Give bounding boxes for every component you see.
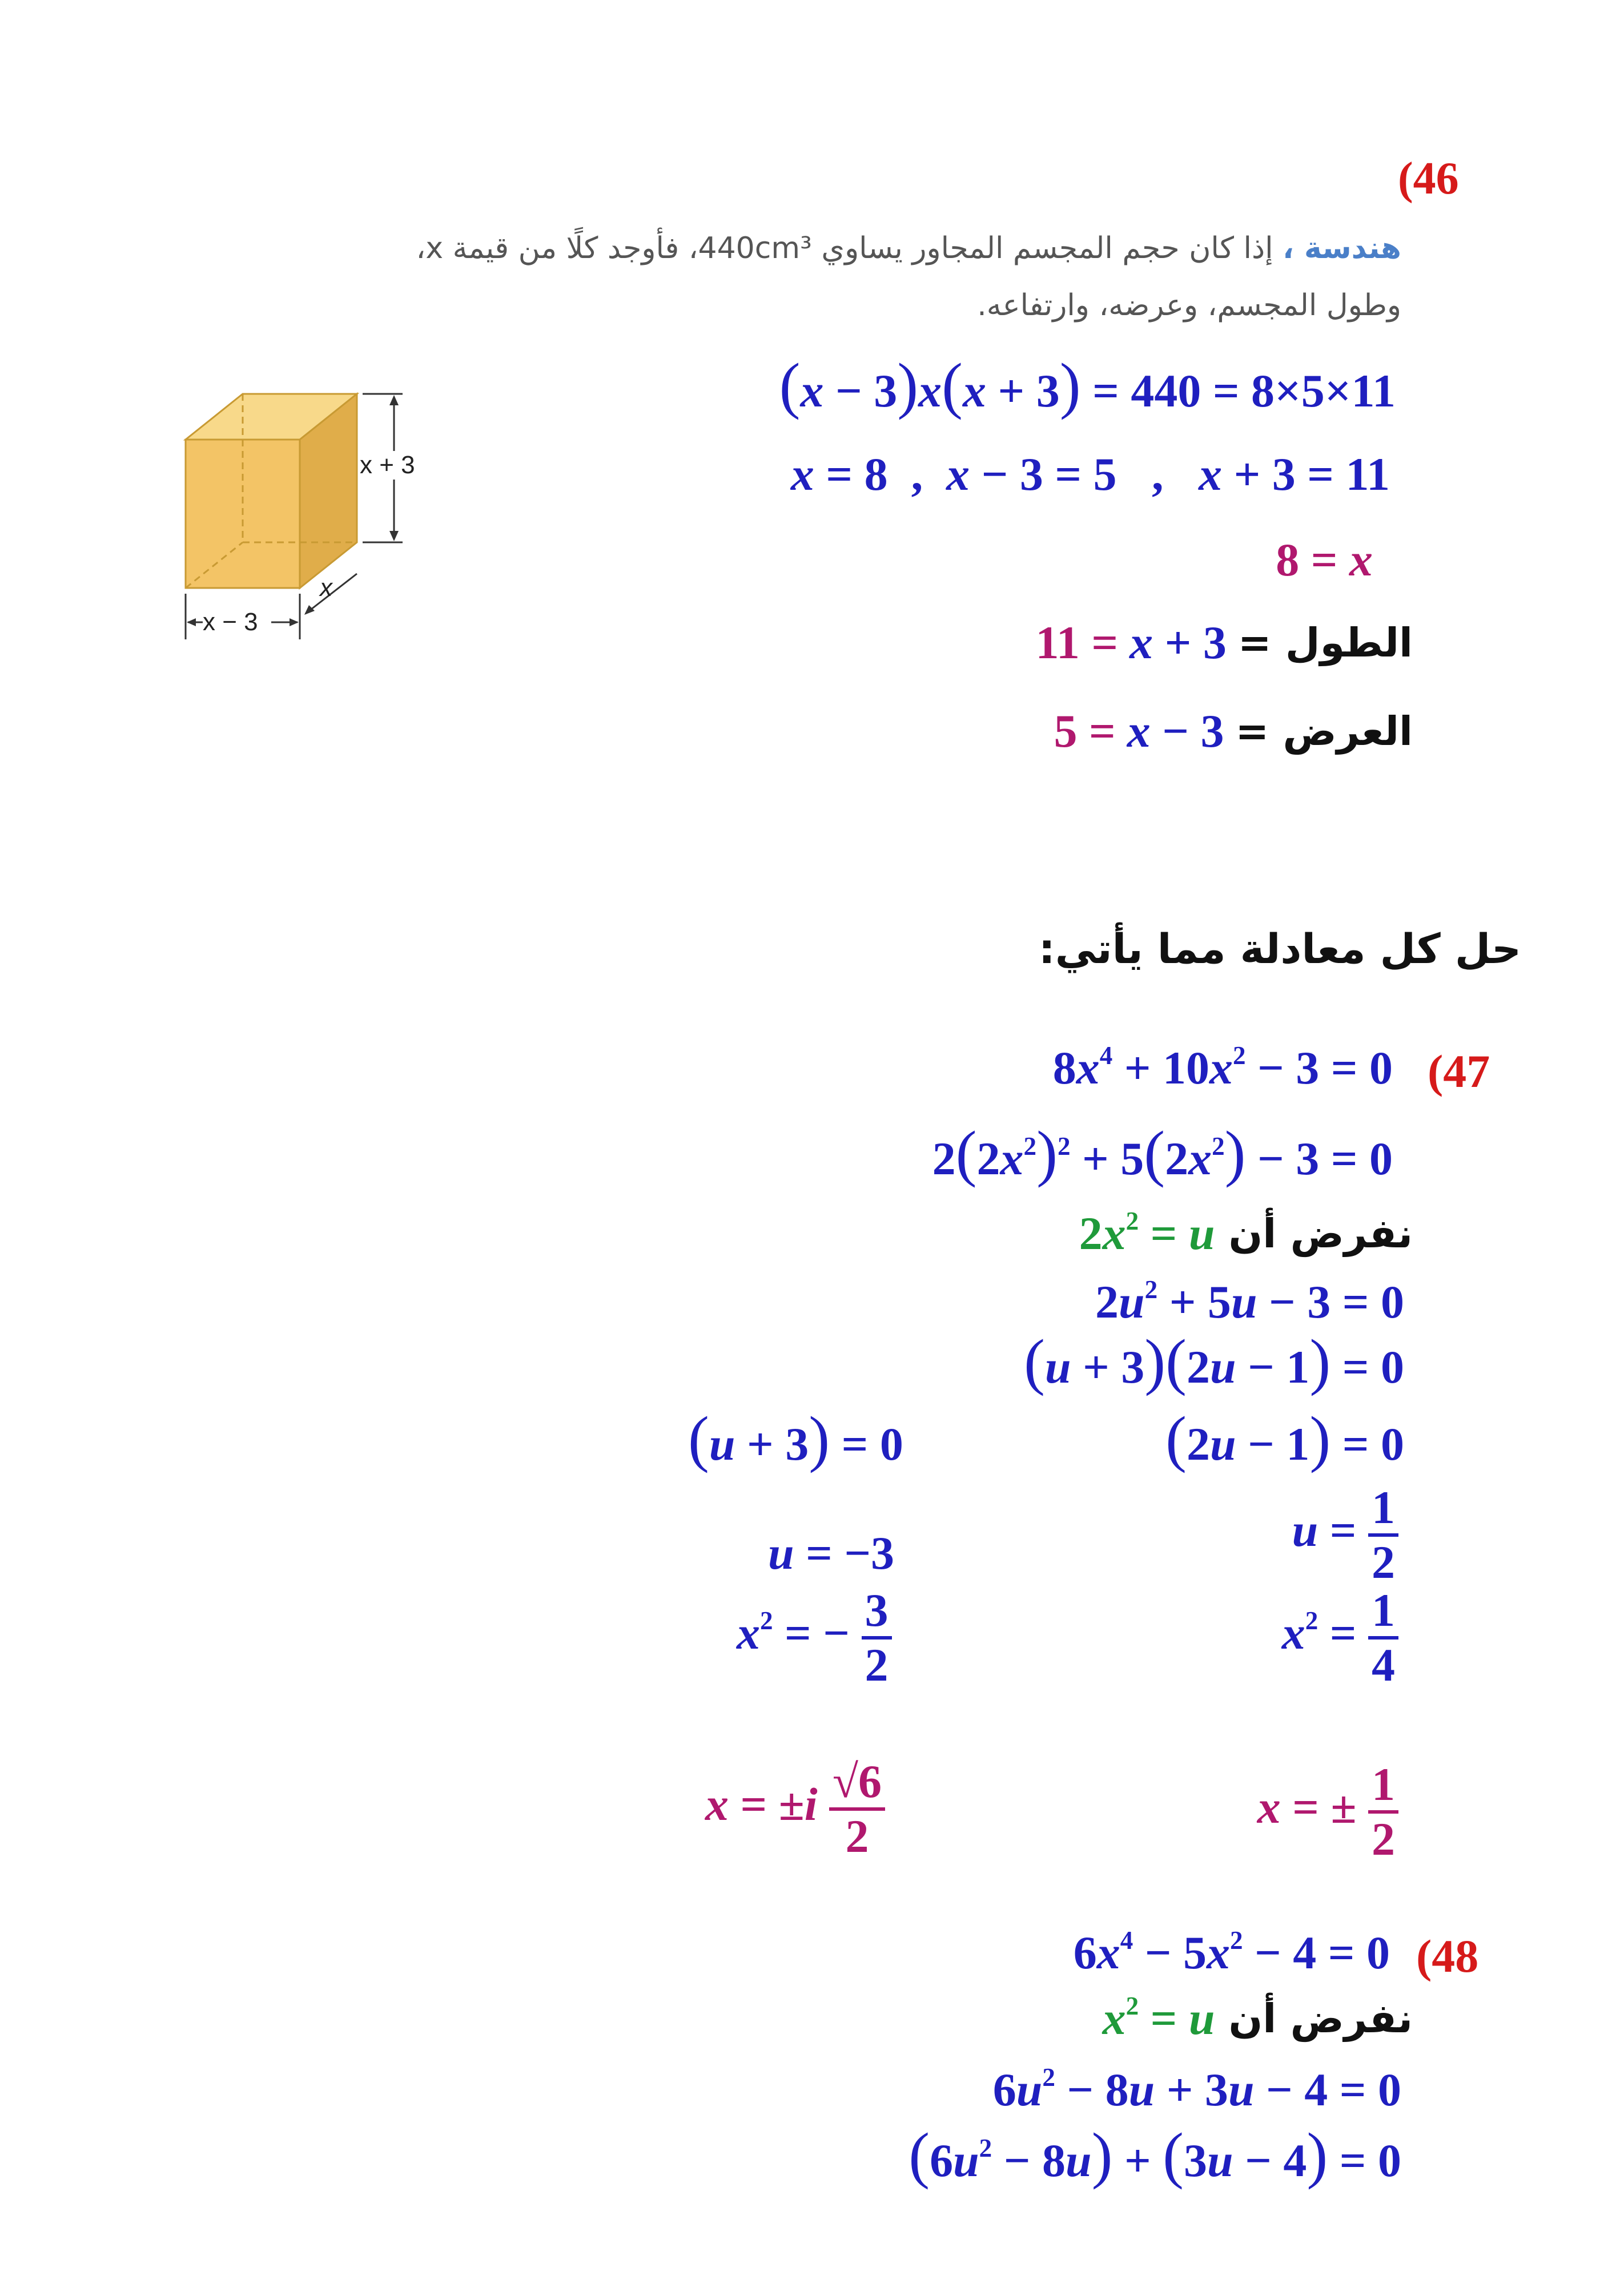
p48-grouping: $(6u^2 - 8u) + (3u - 4) = 0$ — [909, 2120, 1401, 2190]
p47-left-x: x = ±i $\frac{√6}{2}$ — [705, 1758, 885, 1860]
question-line-1: إذا كان حجم المجسم المجاور يساوي 440cm³، فأوجد كلًا من قيمة x، — [416, 231, 1273, 265]
p46-length-label: الطول = — [1237, 619, 1413, 666]
height-label: x + 3 — [360, 451, 415, 479]
p47-right-x: x = ± $\frac{1}{2}$ — [1257, 1761, 1398, 1863]
p47-left-factor: (u + 3) = 0 — [688, 1403, 903, 1473]
p47-factored: (u + 3)(2u − 1) = 0 — [1024, 1326, 1404, 1396]
p46-volume-equation: (x − 3)x(x + 3) = 440 = 8×5×11 — [779, 350, 1396, 420]
p46-length-row — [1035, 619, 1413, 666]
question-line-2: وطول المجسم، وعرضه، وارتفاعه. — [977, 288, 1401, 323]
problem-47-number: (47 — [1428, 1045, 1490, 1097]
depth-label: x — [320, 574, 332, 602]
p48-equation: $6x^4 - 5x^2 - 4 = 0$ — [1073, 1926, 1390, 1979]
problem-46-number: (46 — [1398, 154, 1459, 204]
p48-let-expr: $x^2 = u$ — [1102, 1992, 1215, 2044]
box-figure — [163, 382, 437, 651]
p47-left-u: u = −3 — [768, 1527, 895, 1579]
p48-let-label: نفرض أن — [1228, 1995, 1413, 2042]
width-label: x − 3 — [203, 608, 258, 636]
geometry-keyword: هندسة ، — [1283, 231, 1401, 265]
p46-width-expr: x − 3 — [1127, 705, 1224, 757]
problem-48-number: (48 — [1416, 1930, 1479, 1982]
p46-width-label: العرض = — [1235, 708, 1413, 755]
p46-width-value: 5 = — [1054, 705, 1116, 757]
p48-split: $6u^2 - 8u + 3u - 4 = 0$ — [992, 2063, 1401, 2116]
p47-right-factor: (2u − 1) = 0 — [1165, 1403, 1404, 1473]
p47-let-label: نفرض أن — [1228, 1210, 1413, 1257]
p47-substitution — [1079, 1207, 1413, 1259]
p46-x-value: 8 = x — [1276, 534, 1373, 586]
p46-width-row — [1054, 705, 1413, 757]
p47-equation: $8x^4 + 10x^2 - 3 = 0$ — [1052, 1041, 1393, 1094]
p46-length-value: 11 = — [1035, 617, 1119, 668]
p47-right-x2: $x^2$ = $\frac{1}{4}$ — [1282, 1587, 1398, 1689]
p47-let-expr: $2x^2 = u$ — [1079, 1207, 1215, 1259]
problem-46-question — [416, 220, 1401, 334]
p47-left-x2: $x^2$ = − $\frac{3}{2}$ — [737, 1587, 892, 1689]
p47-right-u: u = $\frac{1}{2}$ — [1292, 1484, 1398, 1586]
section-title: حل كل معادلة مما يأتي: — [1038, 925, 1521, 973]
p46-length-expr: x + 3 — [1129, 617, 1227, 668]
p47-quadratic-u: $2u^2 + 5u - 3 = 0$ — [1095, 1275, 1404, 1328]
p48-substitution — [1102, 1992, 1413, 2044]
p46-factor-assignment: x = 8 , x − 3 = 5 , x + 3 = 11 — [790, 448, 1390, 500]
p47-rewrite: $2(2x^2)^2 + 5(2x^2) - 3 = 0$ — [932, 1118, 1393, 1188]
